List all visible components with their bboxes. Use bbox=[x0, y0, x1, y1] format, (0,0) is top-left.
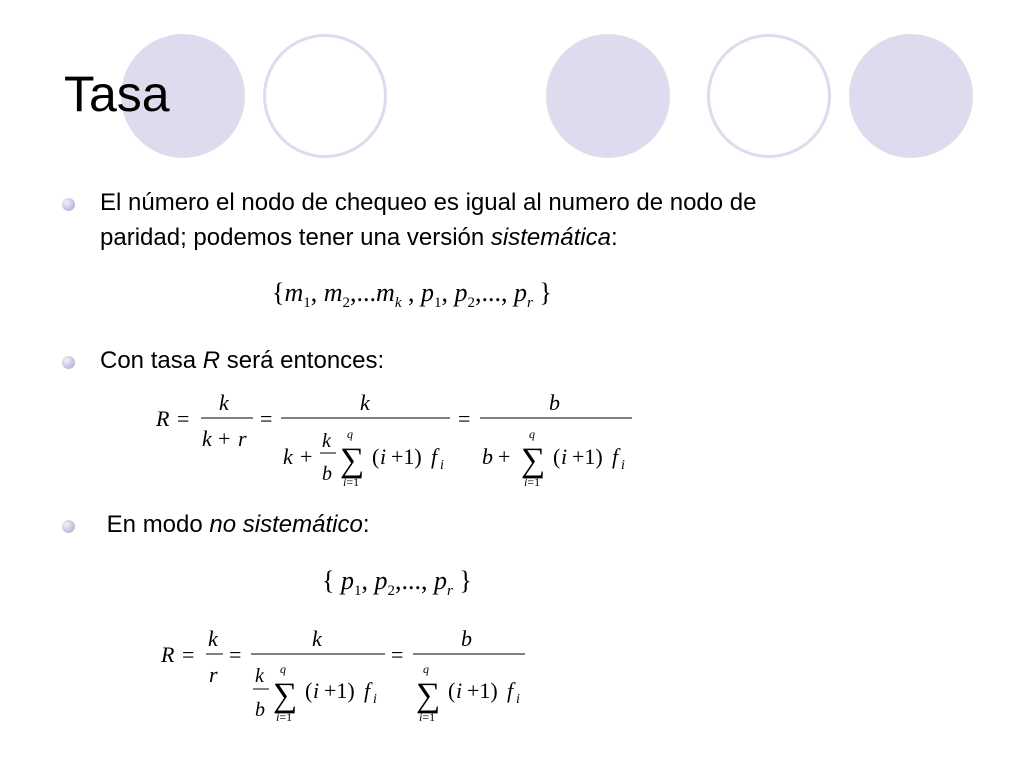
svg-text:i: i bbox=[456, 678, 463, 703]
formula-nonsystematic-set: { $p_1$, $p_2$,..., $p_r$ } bbox=[322, 566, 472, 599]
svg-text:b: b bbox=[461, 626, 472, 651]
svg-text:(: ( bbox=[372, 444, 380, 469]
svg-text:q: q bbox=[529, 427, 535, 441]
svg-text:r: r bbox=[209, 662, 218, 687]
svg-text:i: i bbox=[440, 458, 444, 473]
svg-text:b: b bbox=[482, 444, 493, 469]
svg-text:=: = bbox=[391, 642, 404, 667]
svg-text:+1): +1) bbox=[391, 444, 422, 469]
svg-text:=: = bbox=[182, 642, 195, 667]
svg-text:=: = bbox=[260, 406, 273, 431]
svg-text:∑: ∑ bbox=[273, 677, 298, 714]
svg-text:f: f bbox=[612, 444, 619, 469]
svg-text:q: q bbox=[347, 427, 353, 441]
svg-text:i=1: i=1 bbox=[276, 710, 293, 724]
svg-text:r: r bbox=[238, 426, 247, 451]
svg-text:i: i bbox=[516, 692, 520, 707]
decorative-circle-2 bbox=[546, 34, 670, 158]
svg-text:k: k bbox=[312, 626, 322, 651]
svg-text:k: k bbox=[255, 665, 264, 687]
svg-text:∑: ∑ bbox=[340, 442, 365, 479]
svg-text:=: = bbox=[229, 642, 242, 667]
bullet-icon bbox=[62, 520, 75, 533]
svg-text:(: ( bbox=[305, 678, 313, 703]
svg-text:f: f bbox=[364, 678, 371, 703]
formula-rate-nonsystematic bbox=[155, 620, 535, 730]
svg-text:i: i bbox=[313, 678, 320, 703]
svg-text:+1): +1) bbox=[467, 678, 498, 703]
svg-text:k: k bbox=[202, 426, 212, 451]
svg-text:k: k bbox=[283, 444, 293, 469]
bullet-text-emphasis: R bbox=[202, 347, 221, 374]
bullet-text bbox=[100, 508, 369, 542]
svg-text:q: q bbox=[280, 662, 286, 676]
svg-text:b: b bbox=[255, 699, 265, 721]
svg-text:+: + bbox=[218, 426, 231, 451]
svg-text:i: i bbox=[373, 692, 377, 707]
bullet-text-line1: El número el nodo de chequeo es igual al numero de nodo de bbox=[100, 189, 757, 216]
bullet-text bbox=[100, 344, 384, 378]
svg-text:R: R bbox=[156, 406, 170, 431]
svg-text:k: k bbox=[208, 626, 218, 651]
decorative-circle-3 bbox=[849, 34, 973, 158]
decorative-ring-1 bbox=[263, 34, 387, 158]
svg-text:=: = bbox=[458, 406, 471, 431]
bullet-text-colon: : bbox=[610, 224, 618, 251]
svg-text:i=1: i=1 bbox=[524, 475, 541, 489]
bullet-text-plain: : bbox=[362, 511, 370, 538]
svg-text:i=1: i=1 bbox=[343, 475, 360, 489]
decorative-ring-2 bbox=[707, 34, 831, 158]
bullet-text-line2 bbox=[100, 221, 618, 255]
bullet-text-plain: En modo bbox=[100, 511, 210, 538]
svg-text:∑: ∑ bbox=[416, 677, 441, 714]
svg-text:f: f bbox=[431, 444, 438, 469]
bullet-icon bbox=[62, 356, 75, 369]
formula-systematic-set: {$m_1$, $m_2,...m_k$ , $p_1$, $p_2$,..., $p_r$ } bbox=[272, 278, 552, 311]
svg-text:(: ( bbox=[448, 678, 456, 703]
bullet-text-emphasis: sistemática bbox=[490, 224, 611, 251]
svg-text:R: R bbox=[161, 642, 175, 667]
bullet-text-plain: paridad; podemos tener una versión bbox=[100, 224, 491, 251]
bullet-icon bbox=[62, 198, 75, 211]
svg-text:k: k bbox=[322, 430, 331, 452]
svg-text:(: ( bbox=[553, 444, 561, 469]
svg-text:+1): +1) bbox=[324, 678, 355, 703]
bullet-text-plain: Con tasa bbox=[100, 347, 203, 374]
svg-text:i: i bbox=[561, 444, 568, 469]
svg-text:b: b bbox=[549, 390, 560, 415]
svg-text:∑: ∑ bbox=[521, 442, 546, 479]
svg-text:i: i bbox=[621, 458, 625, 473]
bullet-text-plain: será entonces: bbox=[220, 347, 385, 374]
svg-text:+: + bbox=[498, 444, 511, 469]
svg-text:=: = bbox=[177, 406, 190, 431]
svg-text:i: i bbox=[380, 444, 387, 469]
svg-text:f: f bbox=[507, 678, 514, 703]
svg-text:b: b bbox=[322, 463, 332, 485]
svg-text:i=1: i=1 bbox=[419, 710, 436, 724]
svg-text:+: + bbox=[300, 444, 313, 469]
formula-rate-systematic bbox=[150, 390, 640, 495]
slide-title: Tasa bbox=[64, 66, 170, 122]
svg-text:k: k bbox=[360, 390, 370, 415]
svg-text:+1): +1) bbox=[572, 444, 603, 469]
svg-text:q: q bbox=[423, 662, 429, 676]
bullet-text-emphasis: no sistemático bbox=[209, 511, 363, 538]
svg-text:k: k bbox=[219, 390, 229, 415]
